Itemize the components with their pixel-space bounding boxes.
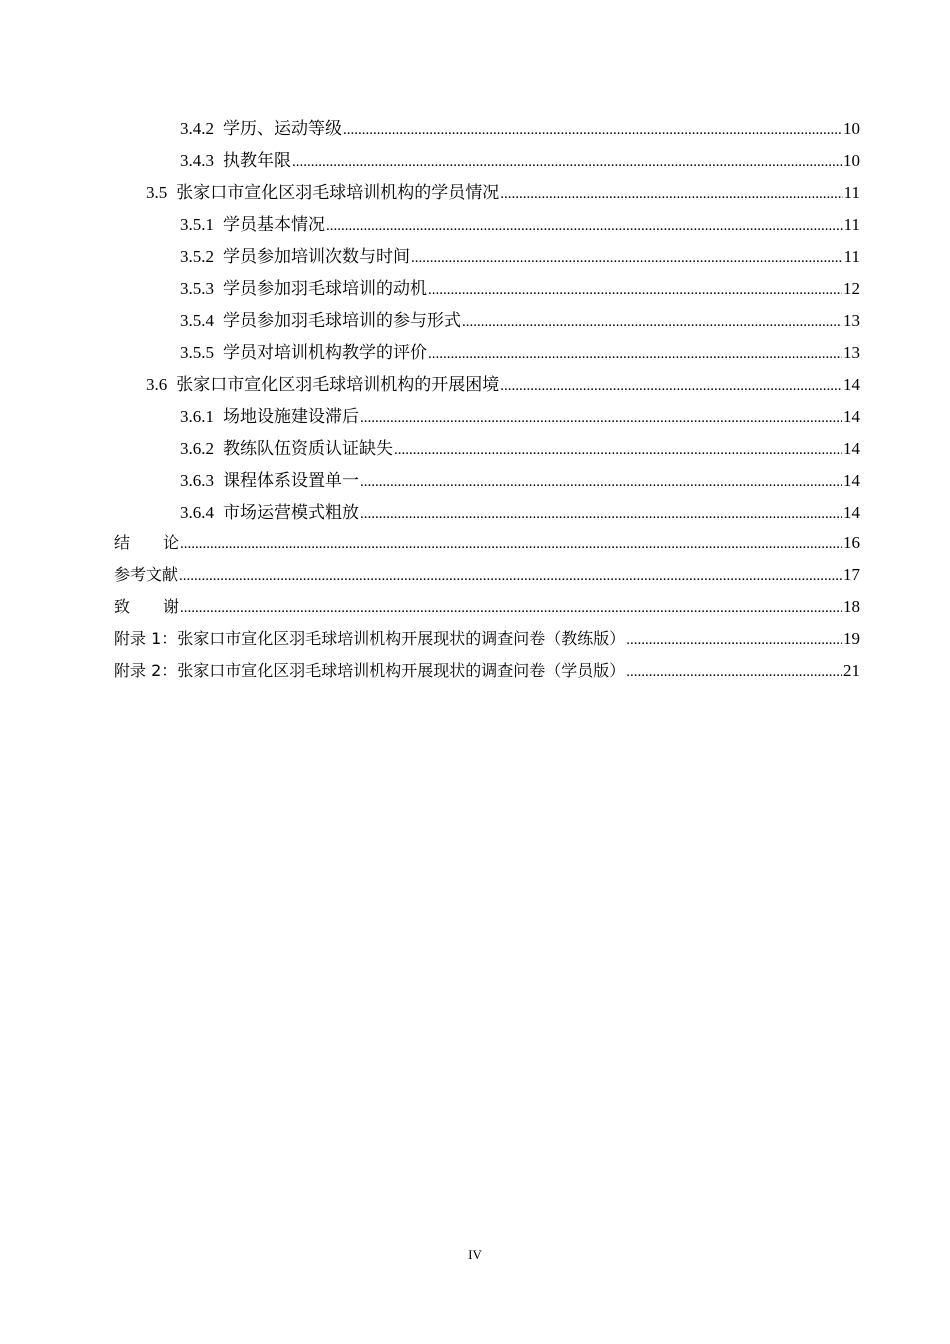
dot-leader	[360, 410, 842, 427]
dot-leader	[360, 474, 842, 491]
toc-entry-number: 3.5.3	[180, 279, 214, 298]
toc-entry-page: 17	[843, 565, 860, 584]
toc-entry-page: 13	[843, 311, 860, 330]
toc-entry-appendix-2[interactable]	[114, 658, 860, 690]
toc-entry-references[interactable]	[114, 562, 860, 594]
dot-leader	[180, 536, 842, 553]
toc-entry-number: 3.6.4	[180, 503, 214, 522]
toc-entry-number: 3.5.5	[180, 343, 214, 362]
toc-entry-title: 学员基本情况	[223, 215, 325, 234]
toc-entry-title: 结论	[114, 533, 213, 552]
toc-entry-number: 3.6.3	[180, 471, 214, 490]
toc-entry-3-5-1[interactable]	[114, 210, 860, 242]
page-number: IV	[468, 1247, 482, 1262]
toc-entry-page: 14	[843, 503, 860, 522]
toc-entry-number: 3.6.2	[180, 439, 214, 458]
toc-entry-page: 16	[843, 533, 860, 552]
toc-entry-page: 14	[843, 471, 860, 490]
dot-leader	[180, 600, 842, 617]
toc-entry-title: 附录 2：张家口市宣化区羽毛球培训机构开展现状的调查问卷（学员版）	[114, 661, 626, 680]
toc-entry-3-6-2[interactable]	[114, 434, 860, 466]
dot-leader	[626, 632, 842, 649]
toc-entry-title: 市场运营模式粗放	[223, 503, 359, 522]
toc-entry-3-6-4[interactable]	[114, 498, 860, 530]
toc-entry-appendix-1[interactable]	[114, 626, 860, 658]
toc-entry-page: 18	[843, 597, 860, 616]
dot-leader	[500, 186, 842, 203]
dot-leader	[360, 506, 842, 523]
dot-leader	[292, 154, 842, 171]
toc-entry-title: 学历、运动等级	[223, 119, 342, 138]
toc-entry-3-4-3[interactable]	[114, 146, 860, 178]
dot-leader	[179, 568, 842, 585]
toc-entry-title: 课程体系设置单一	[223, 471, 359, 490]
dot-leader	[411, 250, 843, 267]
toc-entry-page: 19	[843, 629, 860, 648]
toc-entry-number: 3.5	[146, 183, 168, 202]
toc-entry-number: 3.6.1	[180, 407, 214, 426]
dot-leader	[428, 346, 842, 363]
toc-entry-number: 3.4.2	[180, 119, 214, 138]
toc-entry-title: 学员参加羽毛球培训的参与形式	[223, 311, 461, 330]
toc-entry-title: 学员参加培训次数与时间	[223, 247, 410, 266]
dot-leader	[428, 282, 842, 299]
dot-leader	[394, 442, 842, 459]
dot-leader	[326, 218, 843, 235]
toc-entry-title: 张家口市宣化区羽毛球培训机构的学员情况	[176, 183, 500, 202]
toc-entry-title: 执教年限	[223, 151, 291, 170]
toc-entry-page: 14	[843, 375, 860, 394]
dot-leader	[626, 664, 842, 681]
toc-entry-title: 教练队伍资质认证缺失	[223, 439, 393, 458]
toc-entry-title: 学员对培训机构教学的评价	[223, 343, 427, 362]
toc-entry-title: 场地设施建设滞后	[223, 407, 359, 426]
toc-entry-page: 11	[843, 215, 860, 234]
toc-entry-title: 致谢	[114, 597, 213, 616]
toc-entry-number: 3.4.3	[180, 151, 214, 170]
toc-entry-page: 12	[843, 279, 860, 298]
toc-entry-3-5-4[interactable]	[114, 306, 860, 338]
dot-leader	[343, 122, 842, 139]
toc-entry-page: 10	[843, 119, 860, 138]
toc-entry-3-4-2[interactable]	[114, 114, 860, 146]
toc-entry-acknowledgements[interactable]	[114, 594, 860, 626]
toc-entry-page: 11	[843, 247, 860, 266]
table-of-contents	[114, 114, 860, 690]
toc-entry-3-6-3[interactable]	[114, 466, 860, 498]
toc-entry-page: 13	[843, 343, 860, 362]
dot-leader	[500, 378, 842, 395]
toc-entry-3-5[interactable]	[114, 178, 860, 210]
toc-entry-3-5-3[interactable]	[114, 274, 860, 306]
toc-entry-page: 14	[843, 439, 860, 458]
toc-entry-title: 学员参加羽毛球培训的动机	[223, 279, 427, 298]
toc-entry-title: 附录 1：张家口市宣化区羽毛球培训机构开展现状的调查问卷（教练版）	[114, 629, 626, 648]
toc-entry-conclusion[interactable]	[114, 530, 860, 562]
toc-entry-3-5-2[interactable]	[114, 242, 860, 274]
toc-entry-number: 3.5.1	[180, 215, 214, 234]
toc-entry-number: 3.5.2	[180, 247, 214, 266]
toc-entry-title: 参考文献	[114, 565, 179, 584]
toc-entry-title: 张家口市宣化区羽毛球培训机构的开展困境	[176, 375, 500, 394]
toc-entry-page: 14	[843, 407, 860, 426]
toc-entry-3-5-5[interactable]	[114, 338, 860, 370]
dot-leader	[462, 314, 842, 331]
toc-entry-3-6[interactable]	[114, 370, 860, 402]
toc-entry-page: 11	[843, 183, 860, 202]
toc-entry-3-6-1[interactable]	[114, 402, 860, 434]
toc-entry-number: 3.5.4	[180, 311, 214, 330]
toc-entry-page: 10	[843, 151, 860, 170]
toc-entry-number: 3.6	[146, 375, 168, 394]
toc-entry-page: 21	[843, 661, 860, 680]
